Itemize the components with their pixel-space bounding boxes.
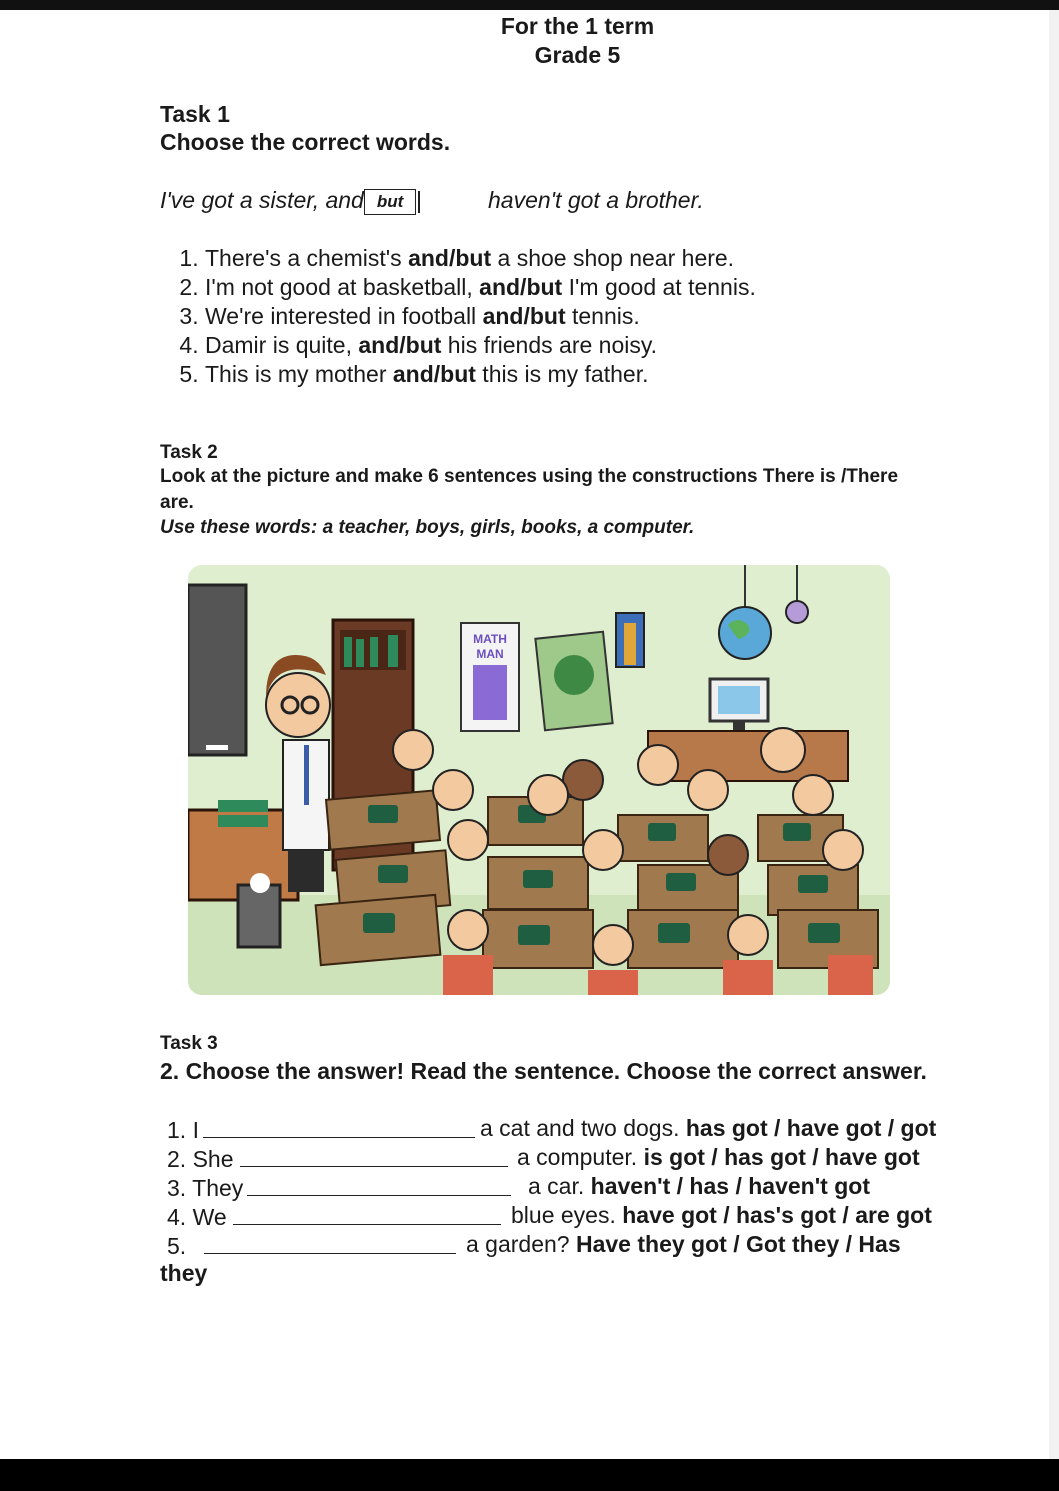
task3-item-1-rest: a cat and two dogs. has got / have got / got	[480, 1115, 937, 1141]
poster-text-1: MATH	[473, 632, 507, 646]
poster-text-2: MAN	[476, 647, 504, 661]
answer-blank[interactable]	[204, 1231, 456, 1254]
list-item: 3. We're interested in football and/but tennis.	[205, 302, 756, 331]
task3-item-1: 1. I	[167, 1115, 475, 1144]
task3-item-2: 2. She	[167, 1144, 508, 1173]
list-item: 4. Damir is quite, and/but his friends are noisy.	[205, 331, 756, 360]
answer-blank[interactable]	[247, 1173, 511, 1196]
task3-item-2-rest: a computer. is got / has got / have got	[517, 1144, 920, 1170]
task3-item-5-wrap: they	[160, 1260, 208, 1286]
classroom-drawing	[188, 565, 890, 995]
task2-instruction-2: are.	[160, 492, 194, 513]
answer-blank[interactable]	[233, 1202, 501, 1225]
task3-item-5: 5.	[167, 1231, 456, 1260]
list-item: 2. I'm not good at basketball, and/but I'm good at tennis.	[205, 273, 756, 302]
header-grade: Grade 5	[534, 42, 621, 68]
task3-item-3-rest: a car. haven't / has / haven't got	[528, 1173, 870, 1199]
task1-list	[160, 244, 756, 389]
task3-item-5-rest: a garden? Have they got / Got they / Has	[466, 1231, 901, 1257]
task1-heading: Task 1	[160, 101, 230, 127]
list-item: 5. This is my mother and/but this is my father.	[205, 360, 756, 389]
classroom-illustration	[188, 565, 890, 995]
example-after: haven't got a brother.	[488, 187, 704, 213]
task3-instruction: 2. Choose the answer! Read the sentence. Choose the correct answer.	[160, 1058, 927, 1084]
page-edge	[1049, 10, 1059, 1459]
list-item: 1. There's a chemist's and/but a shoe shop near here.	[205, 244, 756, 273]
task3-item-4: 4. We	[167, 1202, 501, 1231]
bottom-bar	[0, 1459, 1059, 1491]
example-before: I've got a sister, and	[160, 187, 364, 213]
example-cut-mark	[418, 191, 420, 213]
task2-heading: Task 2	[160, 442, 218, 463]
task1-instruction: Choose the correct words.	[160, 129, 451, 155]
example-boxed-answer: but	[364, 189, 416, 215]
task1-example	[160, 187, 420, 216]
header-term: For the 1 term	[500, 13, 655, 39]
answer-blank[interactable]	[240, 1144, 508, 1167]
top-bar	[0, 0, 1059, 10]
task3-heading: Task 3	[160, 1033, 218, 1054]
task2-words: Use these words: a teacher, boys, girls, books, a computer.	[160, 517, 695, 538]
answer-blank[interactable]	[203, 1115, 475, 1138]
task3-item-3: 3. They	[167, 1173, 511, 1202]
task2-instruction-1: Look at the picture and make 6 sentences using the constructions There is /There	[160, 466, 899, 487]
task3-item-4-rest: blue eyes. have got / has's got / are got	[511, 1202, 932, 1228]
